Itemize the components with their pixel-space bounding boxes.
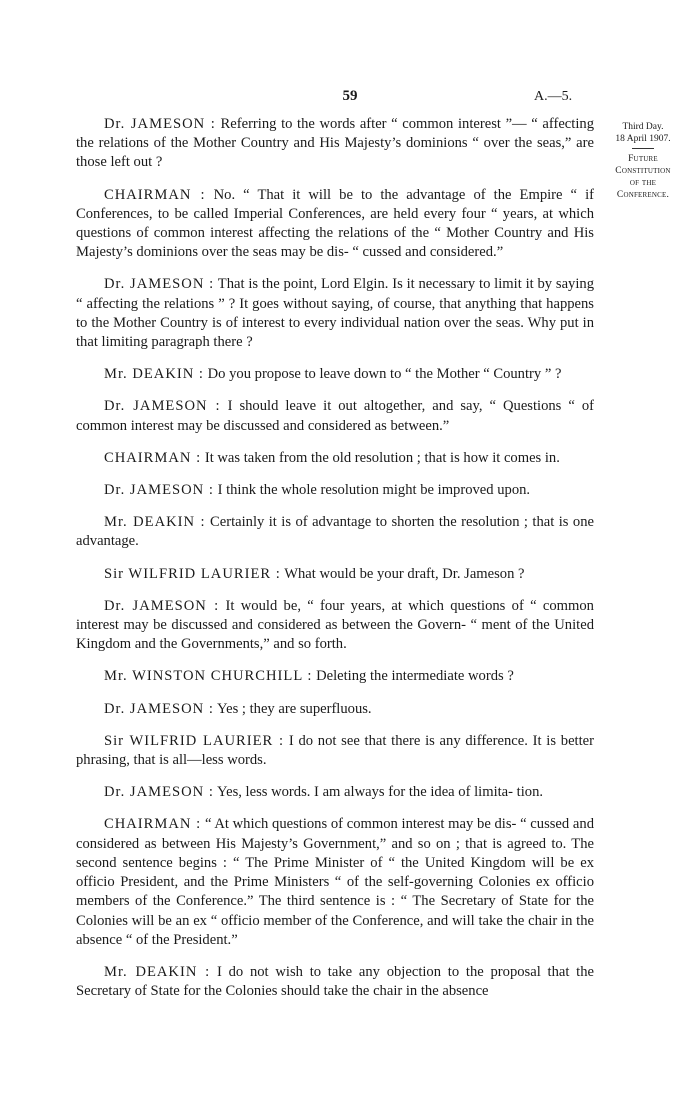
paragraph [76,783,594,802]
paragraph [76,365,594,384]
paragraph-text: “ At which questions of common interest may be dis- “ cussed and considered as between His Majesty’s Government,” and so on ; that is agreed to. The second sentence begins : “ The Prime Minister of “ the United Kingdom will be ex officio President, and the Prime Ministers “ of the self-governing Colonies ex officio members of the Conference.” The third sentence is : “ The Secretary of State for the Colonies will be an ex “ officio member of the Conference, and will take the chair in the absence “ of the President.” [76,816,594,948]
speaker-name: CHAIRMAN : [104,449,202,466]
margin-note-topic-2: Constitution [615,166,671,176]
paragraph [76,700,594,719]
paragraph-text: I do not see that there is any difference. It is better phrasing, that is all—less words. [76,732,594,769]
paragraph [76,186,594,263]
paragraph [76,481,594,500]
paragraph [76,667,594,686]
margin-note-day: Third Day. [622,122,664,132]
paragraph-text: Yes, less words. I am always for the idea of limita- tion. [217,784,544,801]
paragraph-text: It was taken from the old resolution ; that is how it comes in. [204,449,560,466]
speaker-name: Mr. DEAKIN : [104,366,204,383]
paragraph-text: Referring to the words after “ common interest ”— “ affecting the relations of the Mother Country and His Majesty’s dominions “ over the seas,” are those left out ? [76,116,594,171]
speaker-name: Sir WILFRID LAURIER : [104,565,281,582]
paragraph-text: What would be your draft, Dr. Jameson ? [284,565,525,582]
speaker-name: CHAIRMAN : [104,186,206,203]
speaker-name: Mr. WINSTON CHURCHILL : [104,668,313,685]
paragraph [76,115,594,173]
speaker-name: CHAIRMAN : [104,816,202,833]
page-number: 59 [342,88,358,104]
paragraph [76,597,594,655]
paragraph [76,449,594,468]
paragraph [76,815,594,949]
paragraph [76,963,594,1001]
margin-note-topic-1: Future [628,154,658,164]
speaker-name: Dr. JAMESON : [104,398,221,415]
paragraph-text: I think the whole resolution might be improved upon. [217,482,531,499]
margin-note-topic-3: of the [629,178,657,188]
speaker-name: Dr. JAMESON : [104,784,214,801]
speaker-name: Dr. JAMESON : [104,700,214,717]
speaker-name: Dr. JAMESON : [104,116,216,132]
paragraph [76,565,594,584]
margin-note-date: 18 April 1907. [615,134,671,144]
paragraph [76,513,594,551]
paragraph [76,275,594,352]
margin-note [602,121,684,201]
margin-note-topic-4: Conference. [616,190,670,200]
speaker-name: Mr. DEAKIN : [104,963,211,980]
speaker-name: Dr. JAMESON : [104,482,214,499]
document-reference: A.—5. [534,89,573,104]
paragraph-text: I do not wish to take any objection to the proposal that the Secretary of State for the Colonies should take the chair in the absence [76,963,594,1000]
paragraph [76,397,594,435]
paragraph-text: I should leave it out altogether, and say, “ Questions “ of common interest may be discussed and considered as between.” [76,398,594,434]
speaker-name: Dr. JAMESON : [104,276,215,293]
paragraph-text: Do you propose to leave down to “ the Mother “ Country ” ? [207,366,562,383]
paragraph-text: Yes ; they are superfluous. [217,700,372,717]
paragraph-text: No. “ That it will be to the advantage of the Empire “ if Conferences, to be called Imperial Conferences, are held every four “ years, at which questions of common interest affecting the relations of the “ Mother Country and His Majesty’s dominions over the seas may be dis- “ cussed and considered.” [76,186,595,261]
margin-note-rule [632,148,654,149]
speaker-name: Mr. DEAKIN : [104,514,206,531]
paragraph-text: It would be, “ four years, at which questions of “ common interest may be discussed and considered as between the Govern- “ ment of the United Kingdom and the Governments,” and so forth. [76,597,594,653]
paragraph [76,732,594,770]
transcript-body [76,115,594,1014]
paragraph-text: Certainly it is of advantage to shorten the resolution ; that is one advantage. [76,514,594,550]
speaker-name: Sir WILFRID LAURIER : [104,732,285,749]
paragraph-text: That is the point, Lord Elgin. Is it necessary to limit it by saying “ affecting the relations ” ? It goes without saying, of course, that anything that happens to the Mother Country is of interest to every individual nation over the seas. Why put in that limiting paragraph there ? [76,276,594,351]
paragraph-text: Deleting the intermediate words ? [316,668,514,685]
speaker-name: Dr. JAMESON : [104,597,220,614]
